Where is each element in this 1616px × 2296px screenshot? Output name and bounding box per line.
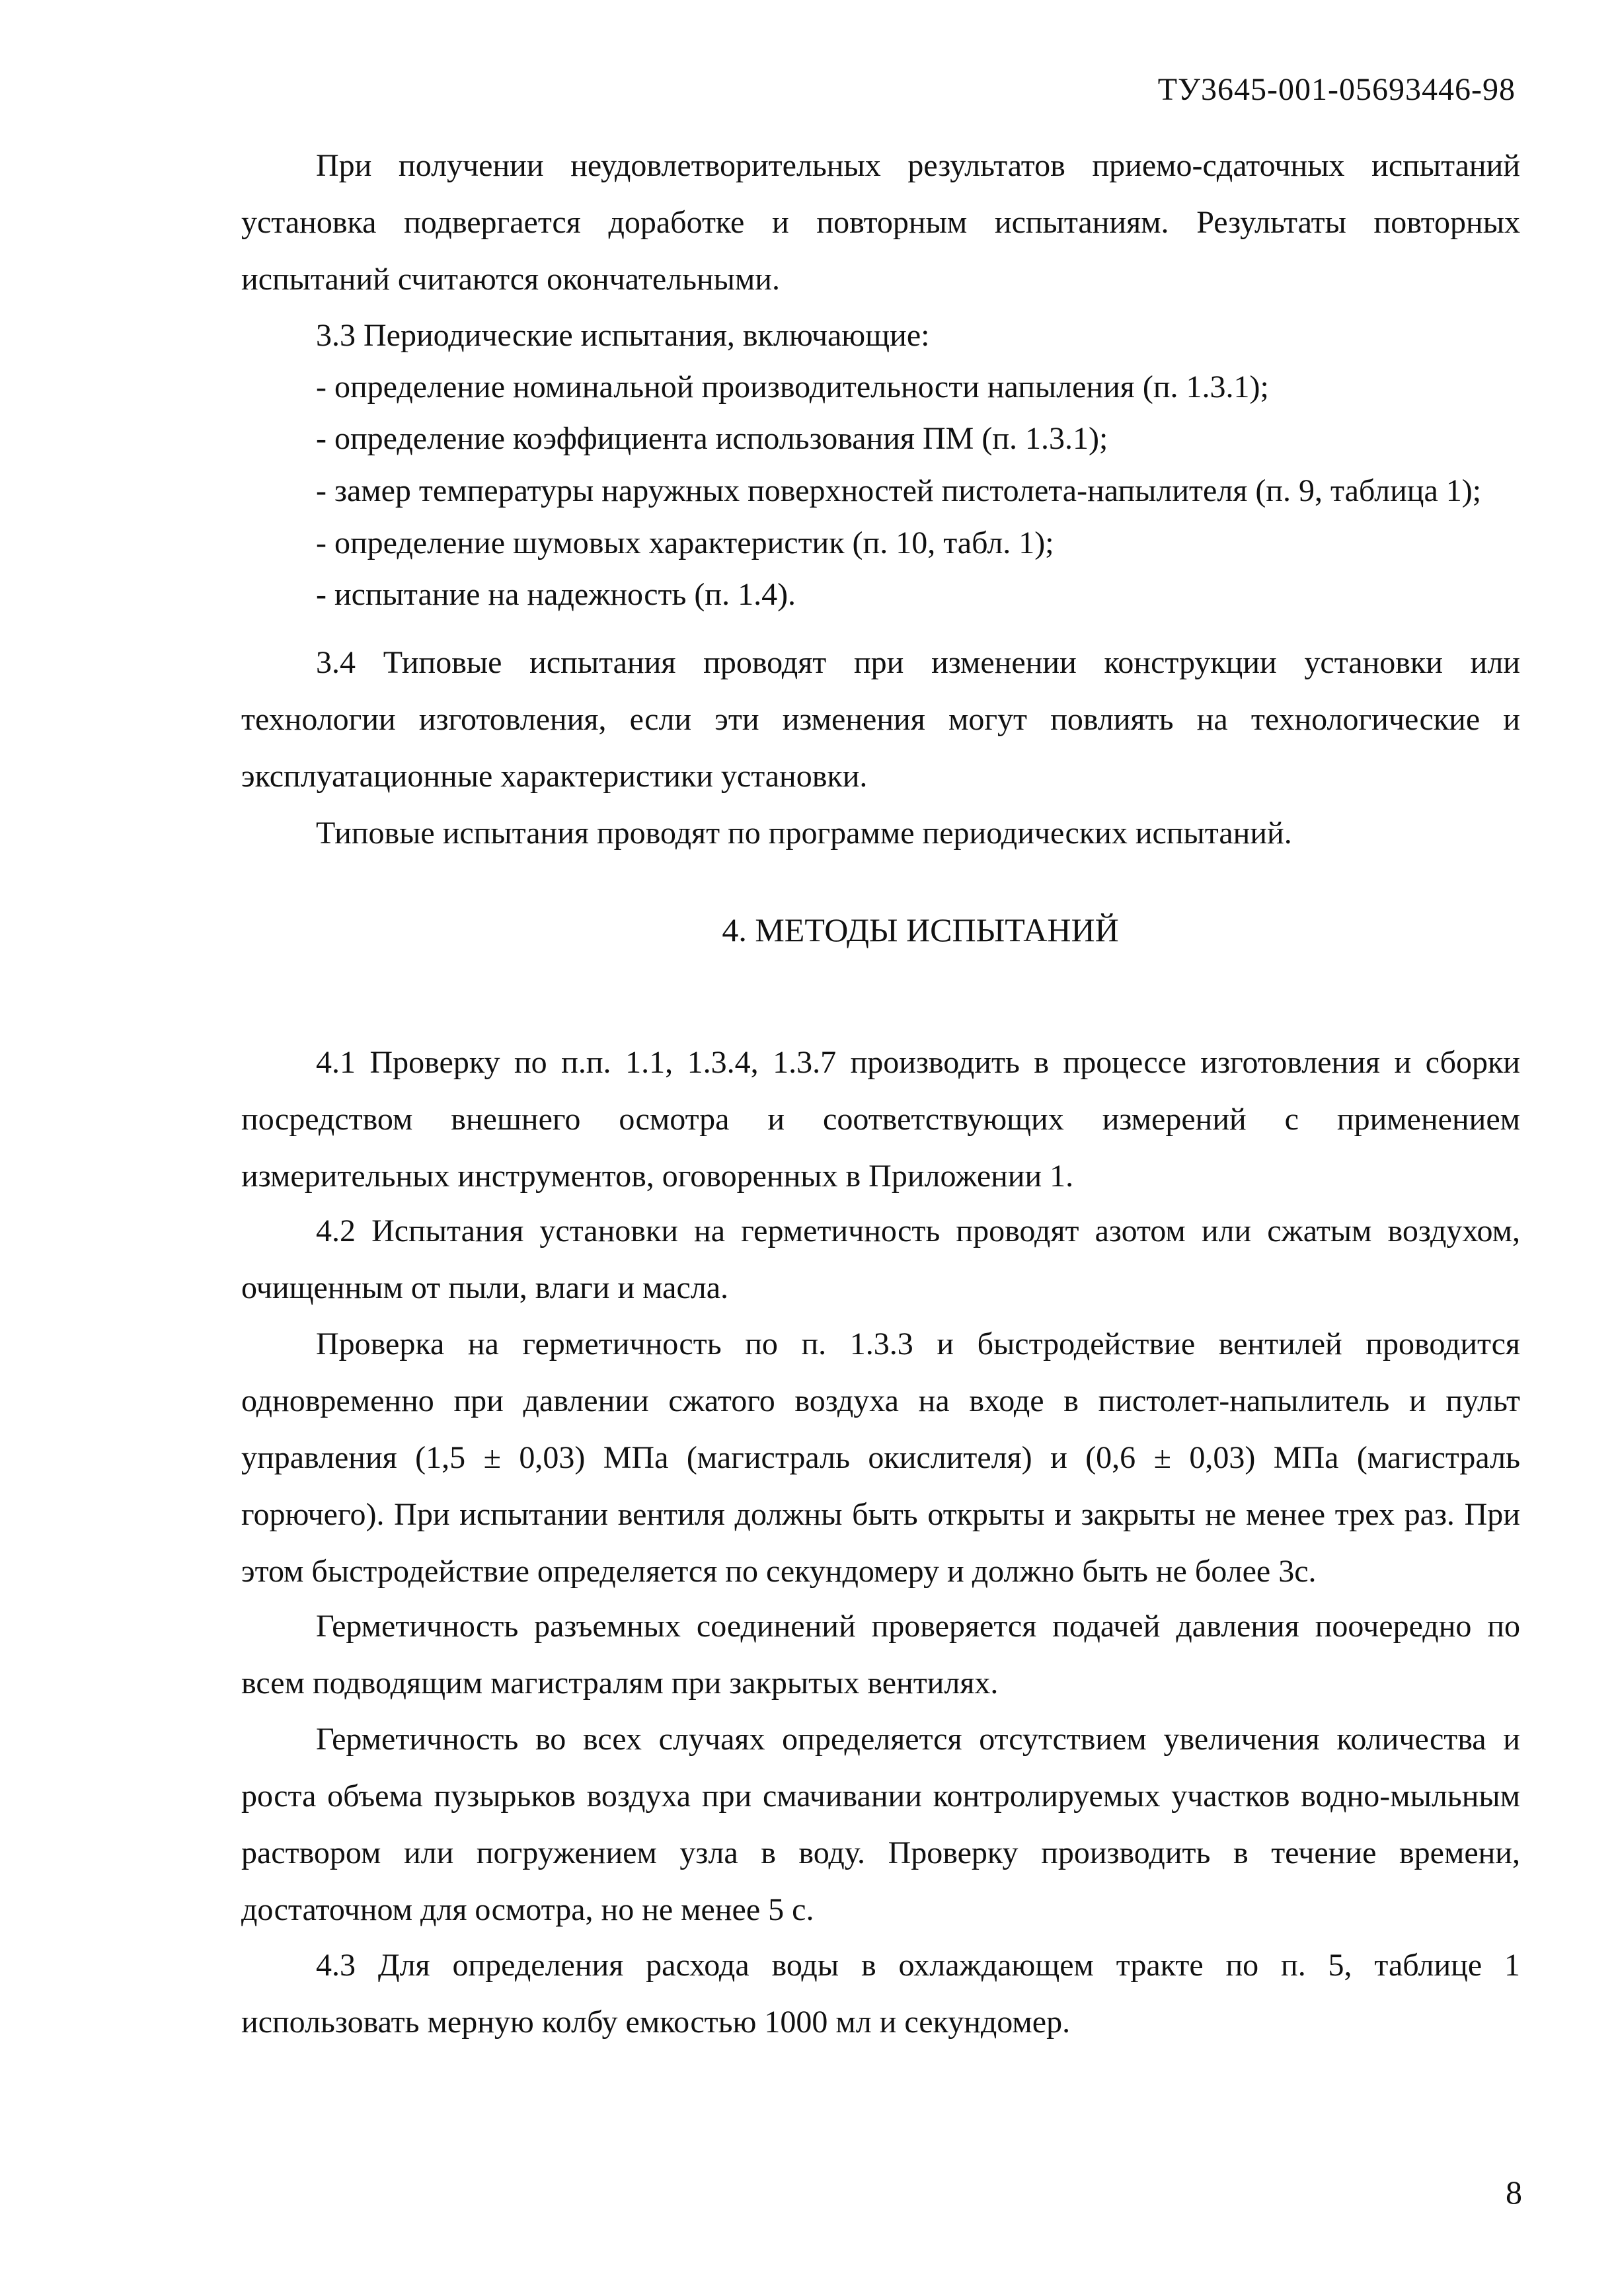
list-item: - определение шумовых характеристик (п. 10, табл. 1); <box>316 525 1054 560</box>
list-item: - испытание на надежность (п. 1.4). <box>316 577 796 612</box>
paragraph-3-3: 3.3 Периодические испытания, включающие: <box>316 318 930 353</box>
section-heading: 4. МЕТОДЫ ИСПЫТАНИЙ <box>722 911 1119 948</box>
list-item: - определение номинальной производительности напыления (п. 1.3.1); <box>316 369 1269 404</box>
paragraph-4-3: 4.3 Для определения расхода воды в охлаждающем тракте по п. 5, таблице 1 использовать мерную колбу емкостью 1000 мл и секундомер. <box>241 1948 1520 2040</box>
list-item: - определение коэффициента использования ПМ (п. 1.3.1); <box>316 421 1108 456</box>
list-item: - замер температуры наружных поверхностей пистолета-напылителя (п. 9, таблица 1); <box>316 473 1482 508</box>
paragraph-retest: При получении неудовлетворительных результатов приемо-сдаточных испытаний установка подвергается доработке и повторным испытаниям. Результаты повторных испытаний считаются окончательными. <box>241 148 1520 297</box>
paragraph-3-4-program: Типовые испытания проводят по программе периодических испытаний. <box>316 816 1292 851</box>
paragraph-3-4: 3.4 Типовые испытания проводят при изменении конструкции установки или технологии изготовления, если эти изменения могут повлиять на технологические и эксплуатационные характеристики установки. <box>241 645 1520 794</box>
paragraph-4-1: 4.1 Проверку по п.п. 1.1, 1.3.4, 1.3.7 производить в процессе изготовления и сборки посредством внешнего осмотра и соответствующих измерений с применением измерительных инструментов, оговоренных в Приложении 1. <box>241 1045 1520 1194</box>
paragraph-4-2-joints: Герметичность разъемных соединений проверяется подачей давления поочередно по всем подводящим магистралям при закрытых вентилях. <box>241 1609 1520 1701</box>
document-code: ТУ3645-001-05693446-98 <box>1157 72 1516 107</box>
paragraph-4-2-check: Проверка на герметичность по п. 1.3.3 и быстродействие вентилей проводится одновременно при давлении сжатого воздуха на входе в пистолет-напылитель и пульт управления (1,5 ± 0,03) МПа (магистраль окислителя) и (0,6 ± 0,03) МПа (магистраль горючего). При испытании вентиля должны быть открыты и закрыты не менее трех раз. При этом быстродействие определяется по секундомеру и должно быть не более 3с. <box>241 1326 1520 1589</box>
paragraph-4-2: 4.2 Испытания установки на герметичность проводят азотом или сжатым воздухом, очищенным от пыли, влаги и масла. <box>241 1213 1520 1305</box>
paragraph-4-2-bubbles: Герметичность во всех случаях определяется отсутствием увеличения количества и роста объема пузырьков воздуха при смачивании контролируемых участков водно-мыльным раствором или погружением узла в воду. Проверку производить в течение времени, достаточном для осмотра, но не менее 5 с. <box>241 1722 1520 1927</box>
page-number: 8 <box>1506 2174 1522 2211</box>
